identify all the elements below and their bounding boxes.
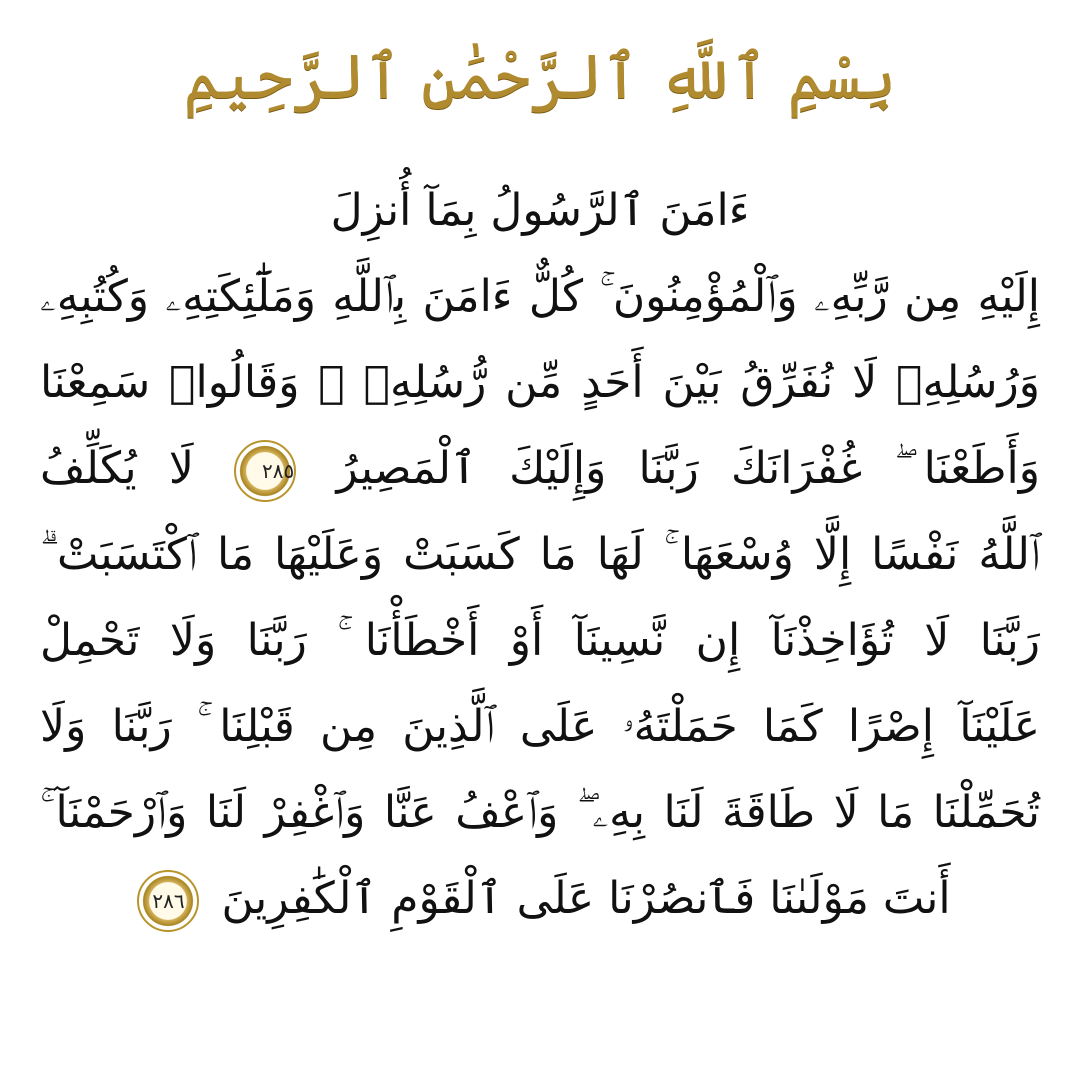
- verse-line: [40, 426, 1040, 512]
- verse-segment: أَنتَ مَوْلَىٰنَا فَٱنصُرْنَا عَلَى ٱلْقَوْمِ ٱلْكَٰفِرِينَ: [221, 873, 951, 924]
- verse-number-marker: ٢٨٦: [137, 870, 199, 932]
- verse-line: إِلَيْهِ مِن رَّبِّهِۦ وَٱلْمُؤْمِنُونَ ۚ كُلٌّ ءَامَنَ بِٱللَّهِ وَمَلَٰٓئِكَتِهِۦ وَكُتُبِهِۦ: [40, 271, 1040, 322]
- verse-line: عَلَيْنَآ إِصْرًا كَمَا حَمَلْتَهُۥ عَلَى ٱلَّذِينَ مِن قَبْلِنَا ۚ رَبَّنَا وَلَا: [40, 701, 1040, 752]
- verse-segment: وَأَطَعْنَا ۖ غُفْرَانَكَ رَبَّنَا وَإِلَيْكَ ٱلْمَصِيرُ: [336, 443, 1040, 494]
- verse-number-marker: ٢٨٥: [234, 440, 296, 502]
- verse-segment: لَا يُكَلِّفُ: [40, 443, 194, 494]
- verse-line: رَبَّنَا لَا تُؤَاخِذْنَآ إِن نَّسِينَآ أَوْ أَخْطَأْنَا ۚ رَبَّنَا وَلَا تَحْمِلْ: [40, 615, 1040, 666]
- verse-line: ءَامَنَ ٱلرَّسُولُ بِمَآ أُنزِلَ: [330, 185, 750, 236]
- verse-line: تُحَمِّلْنَا مَا لَا طَاقَةَ لَنَا بِهِۦ ۖ وَٱعْفُ عَنَّا وَٱغْفِرْ لَنَا وَٱرْحَمْنَآ ۚ: [40, 787, 1040, 838]
- verse-line: [40, 856, 1040, 942]
- verse-line: وَرُسُلِهِۦ لَا نُفَرِّقُ بَيْنَ أَحَدٍ مِّن رُّسُلِهِۦ ۚ وَقَالُوا۟ سَمِعْنَا: [40, 357, 1040, 408]
- verse-text: [40, 168, 1040, 942]
- verse-line: ٱللَّهُ نَفْسًا إِلَّا وُسْعَهَا ۚ لَهَا مَا كَسَبَتْ وَعَلَيْهَا مَا ٱكْتَسَبَتْ ۗ: [40, 529, 1040, 580]
- bismillah-calligraphy: بِسْمِ ٱللَّهِ ٱلرَّحْمَٰنِ ٱلرَّحِيمِ: [183, 40, 897, 113]
